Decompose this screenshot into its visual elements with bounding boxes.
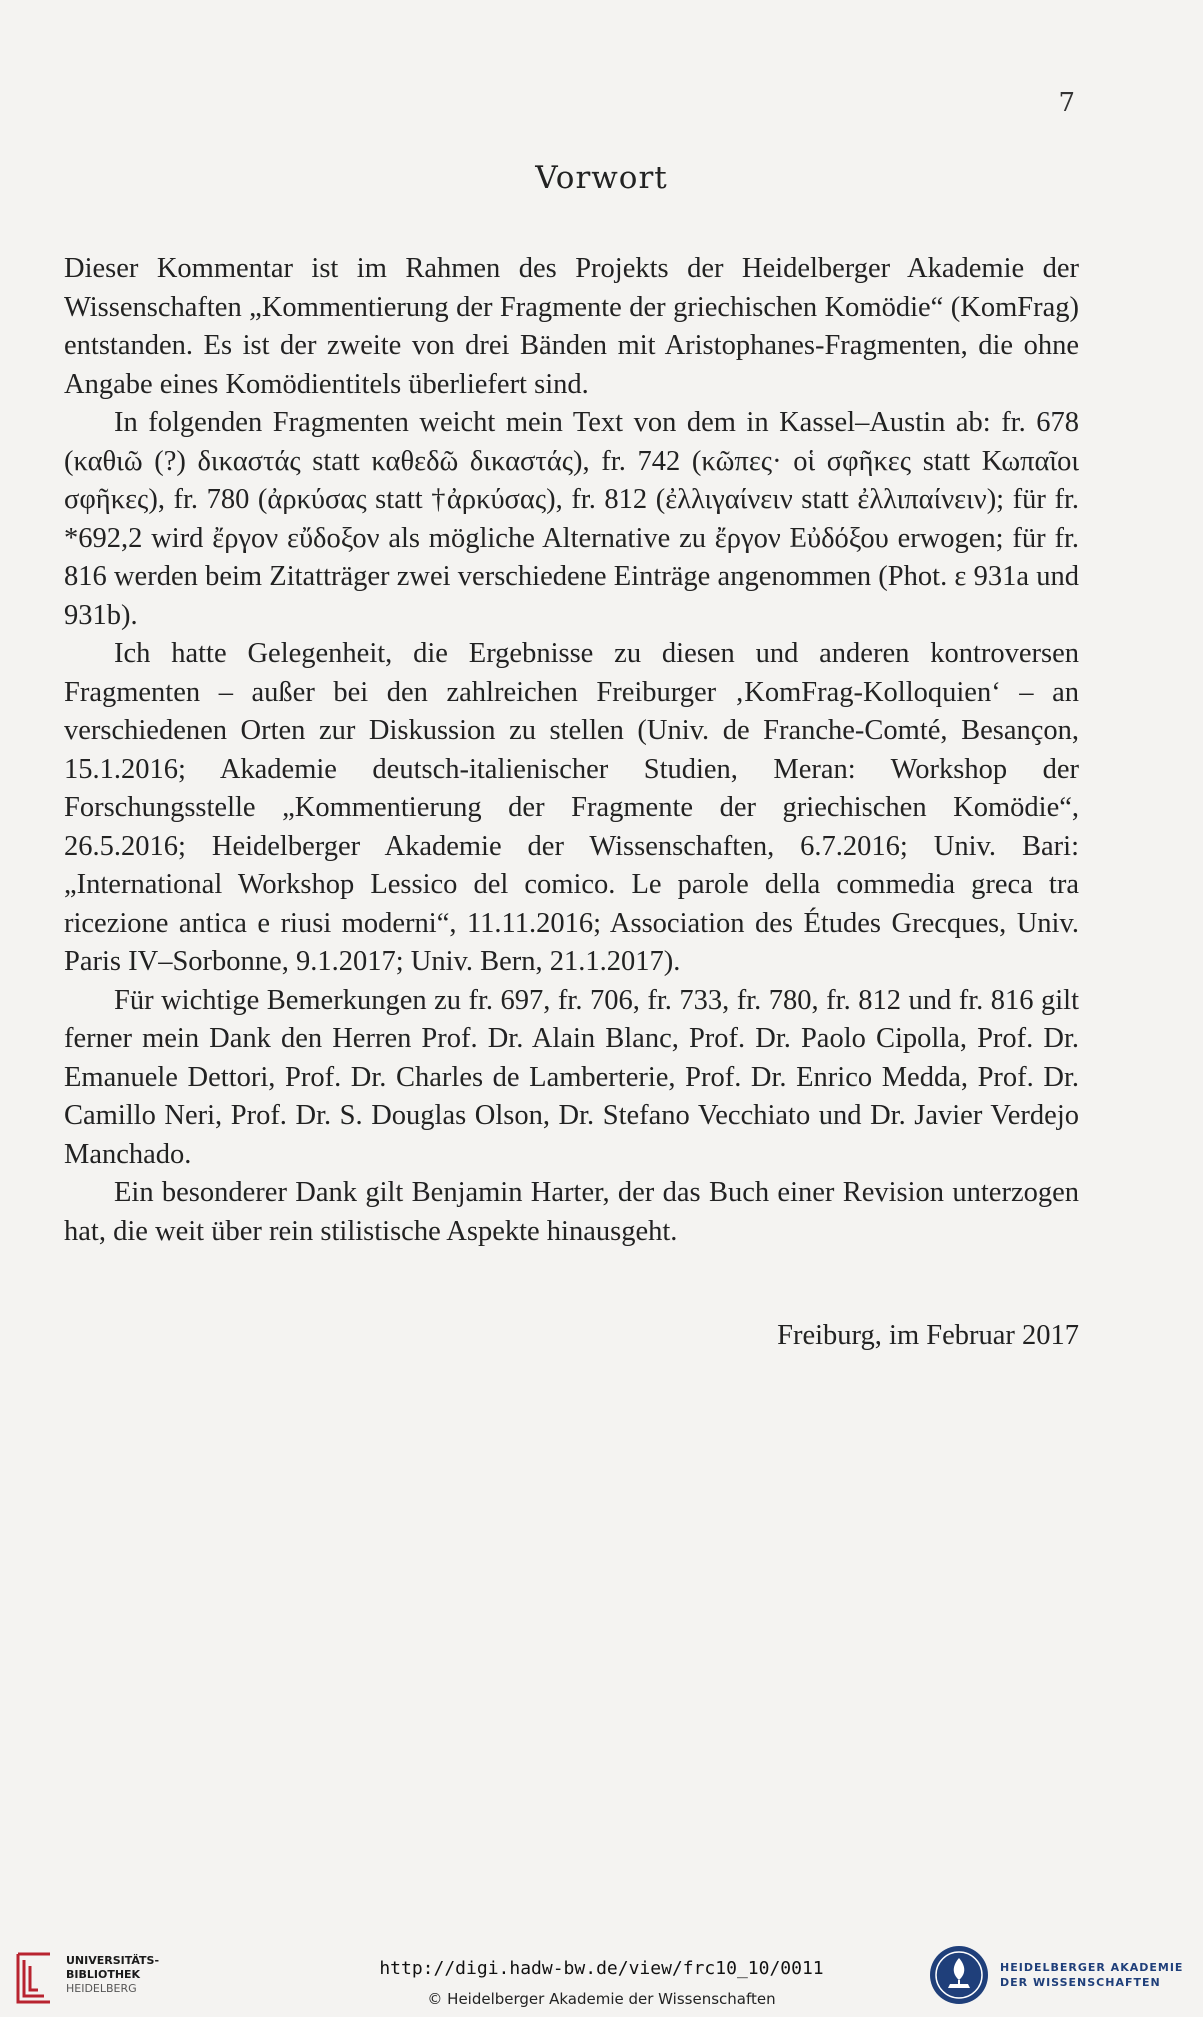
paragraph-acknowledgements: Für wichtige Bemerkungen zu fr. 697, fr. 706, fr. 733, fr. 780, fr. 812 und fr. 816 gilt ferner mein Dank den Herren Prof. Dr. Alain Blanc, Prof. Dr. Paolo Cipolla, Prof. Dr. Emanuele Dettori, Prof. Dr. Charles de Lamberterie, Prof. Dr. Enrico Medda, Prof. Dr. Camillo Neri, Prof. Dr. S. Douglas Olson, Dr. Stefano Vecchiato und Dr. Javier Verdejo Manchado. — [64, 984, 1079, 1170]
permalink-url[interactable]: http://digi.hadw-bw.de/view/frc10_10/0011 — [379, 1958, 824, 1979]
academy-name — [1000, 1960, 1183, 1990]
page-number: 7 — [1058, 88, 1075, 118]
library-name-line-3: HEIDELBERG — [66, 1982, 137, 1995]
page-title: Vorwort — [535, 160, 668, 196]
paragraph-discussions: Ich hatte Gelegenheit, die Ergebnisse zu diesen und anderen kontroversen Fragmenten – außer bei den zahlreichen Freiburger ‚KomFrag-Kolloquien‘ – an verschiedenen Orten zur Diskussion zu stellen (Univ. de Franche-Comté, Besançon, 15.1.2016; Akademie deutsch-italienischer Studien, Meran: Workshop der Forschungsstelle „Kommentierung der Fragmente der griechischen Komödie“, 26.5.2016; Heidelberger Akademie der Wissenschaften, 6.7.2016; Univ. Bari: „International Workshop Lessico del comico. Le parole della commedia greca tra ricezione antica e riusi moderni“, 11.11.2016; Association des Études Grecques, Univ. Paris IV–Sorbonne, 9.1.2017; Univ. Bern, 21.1.2017). — [64, 638, 1079, 977]
academy-name-line-2: DER WISSENSCHAFTEN — [1000, 1976, 1161, 1989]
library-name-line-2: BIBLIOTHEK — [66, 1968, 141, 1981]
paragraph-special-thanks: Ein besonderer Dank gilt Benjamin Harter, der das Buch einer Revision unterzogen hat, die weit über rein stilistische Aspekte hinausgeht. — [64, 1177, 1079, 1247]
copyright-notice: © Heidelberger Akademie der Wissenschaften — [427, 1990, 776, 2008]
paragraph-intro: Dieser Kommentar ist im Rahmen des Projekts der Heidelberger Akademie der Wissenschaften „Kommentierung der Fragmente der griechischen Komödie“ (KomFrag) entstanden. Es ist der zweite von drei Bänden mit Aristophanes-Fragmenten, die ohne Angabe eines Komödientitels überliefert sind. — [64, 253, 1079, 400]
footer-bar — [0, 1940, 1203, 2017]
signature-place-date: Freiburg, im Februar 2017 — [777, 1320, 1079, 1351]
academy-seal-logo-icon[interactable] — [928, 1944, 990, 2006]
library-name-line-1: UNIVERSITÄTS- — [66, 1954, 160, 1967]
paragraph-text-deviations: In folgenden Fragmenten weicht mein Text von dem in Kassel–Austin ab: fr. 678 (καθιῶ (?) δικαστάς statt καθεδῶ δικαστάς), fr. 742 (κῶπες· οἱ σφῆκες statt Κωπαῖοι σφῆκες), fr. 780 (ἀρκύσας statt †ἀρκύσας), fr. 812 (ἐλλιγαίνειν statt ἐλλιπαίνειν); für fr. *692,2 wird ἔργον εὔδοξον als mögliche Alternative zu ἔργον Εὐδόξου erwogen; für fr. 816 werden beim Zitatträger zwei verschiedene Einträge angenommen (Phot. ε 931a und 931b). — [64, 407, 1079, 631]
body-text — [64, 250, 1079, 1251]
academy-name-line-1: HEIDELBERGER AKADEMIE — [1000, 1961, 1184, 1974]
